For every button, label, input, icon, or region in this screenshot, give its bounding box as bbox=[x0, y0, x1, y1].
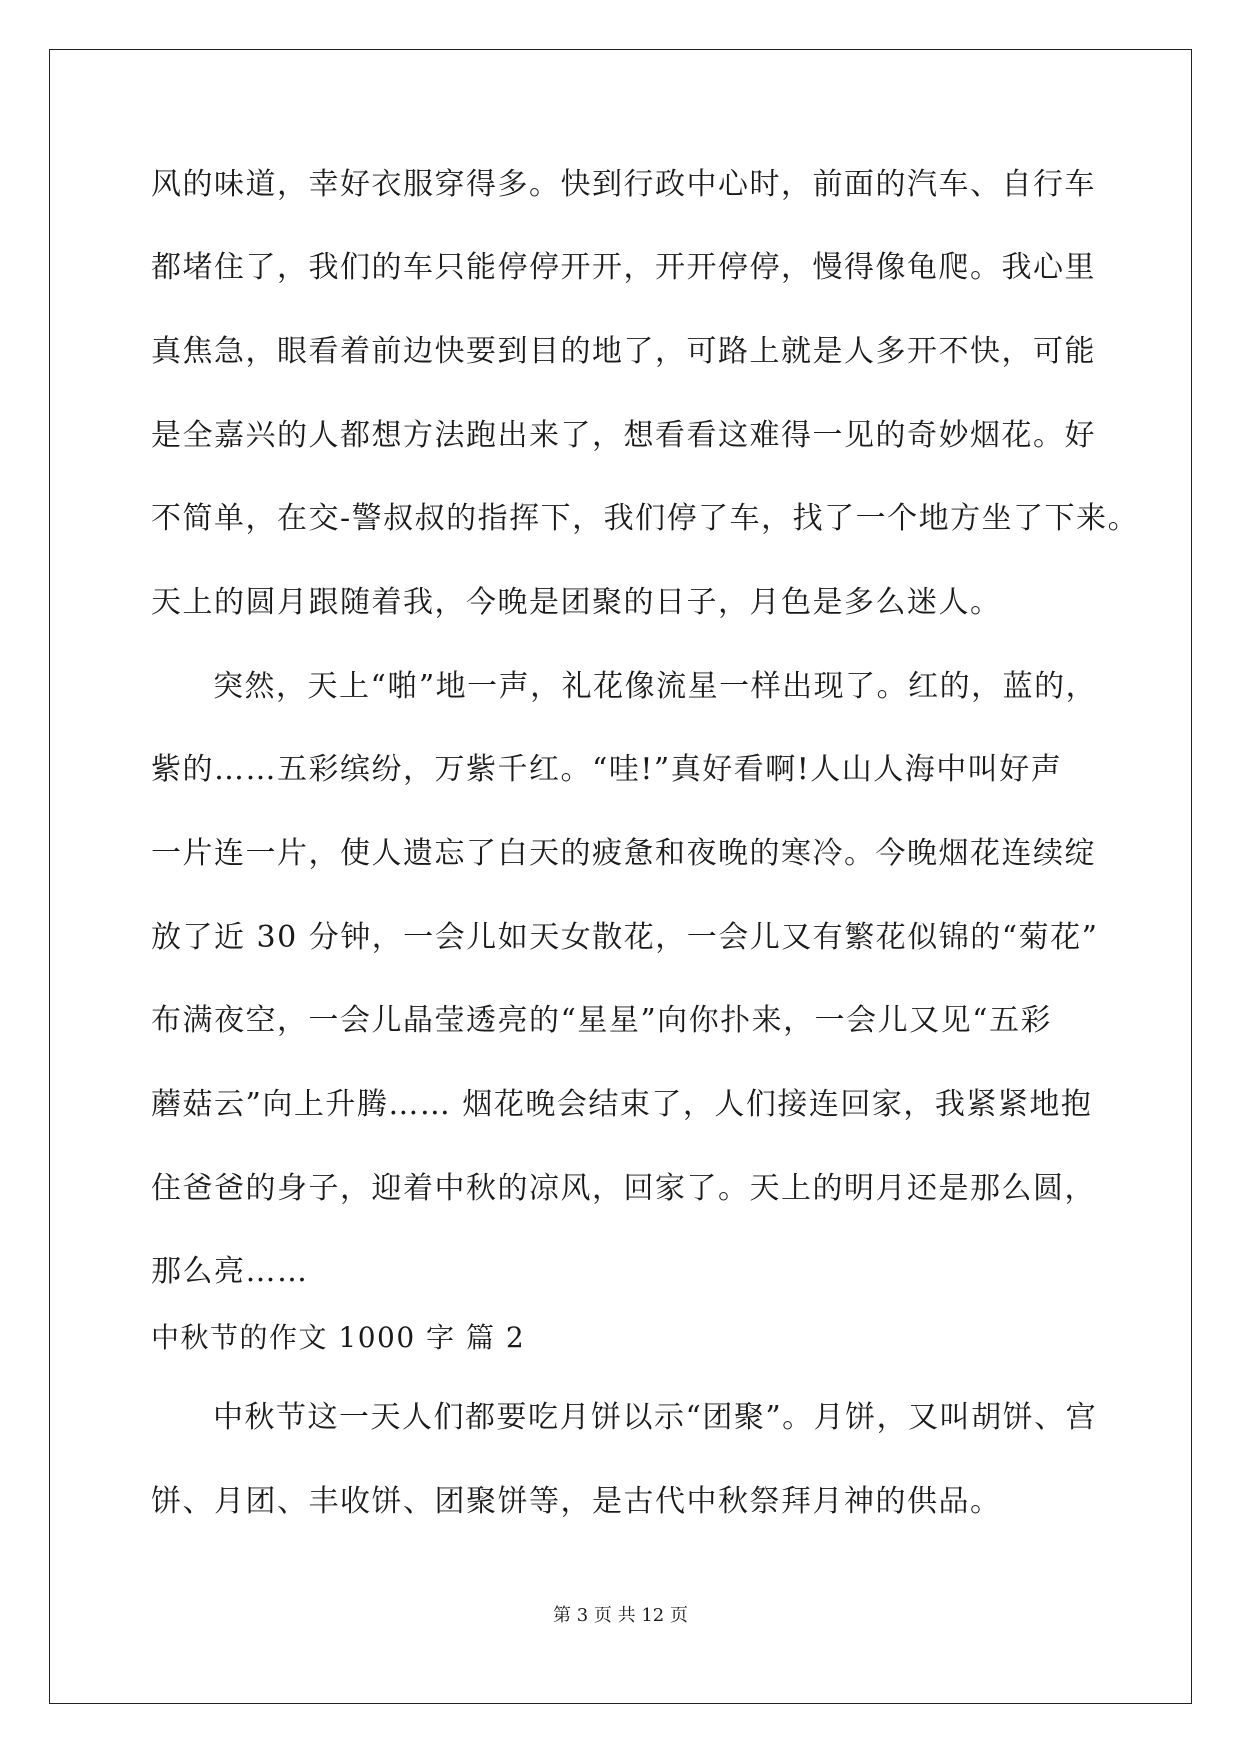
paragraph-line: 真焦急，眼看着前边快要到目的地了，可路上就是人多开不快，可能 bbox=[151, 334, 1096, 369]
paragraph-line: 饼、月团、丰收饼、团聚饼等，是古代中秋祭拜月神的供品。 bbox=[151, 1484, 1002, 1519]
paragraph-line: 中秋节这一天人们都要吃月饼以示“团聚”。月饼，又叫胡饼、宫 bbox=[213, 1400, 1098, 1435]
paragraph-line: 布满夜空，一会儿晶莹透亮的“星星”向你扑来，一会儿又见“五彩 bbox=[151, 1003, 1053, 1038]
section-heading: 中秋节的作文 1000 字 篇 2 bbox=[151, 1321, 526, 1354]
paragraph-line: 突然，天上“啪”地一声，礼花像流星一样出现了。红的，蓝的， bbox=[213, 669, 1098, 704]
paragraph-line: 是全嘉兴的人都想方法跑出来了，想看看这难得一见的奇妙烟花。好 bbox=[151, 418, 1096, 453]
paragraph-line: 一片连一片，使人遗忘了白天的疲惫和夜晚的寒冷。今晚烟花连续绽 bbox=[151, 836, 1096, 871]
page-border bbox=[49, 49, 1192, 1704]
paragraph-line: 紫的……五彩缤纷，万紫千红。“哇!”真好看啊!人山人海中叫好声 bbox=[151, 752, 1063, 787]
paragraph-line: 放了近 30 分钟，一会儿如天女散花，一会儿又有繁花似锦的“菊花” bbox=[151, 920, 1099, 955]
paragraph-line: 风的味道，幸好衣服穿得多。快到行政中心时，前面的汽车、自行车 bbox=[151, 167, 1096, 202]
paragraph-line: 都堵住了，我们的车只能停停开开，开开停停，慢得像龟爬。我心里 bbox=[151, 250, 1096, 285]
page-number-footer: 第 3 页 共 12 页 bbox=[553, 1605, 688, 1626]
paragraph-line: 住爸爸的身子，迎着中秋的凉风，回家了。天上的明月还是那么圆， bbox=[151, 1171, 1096, 1206]
paragraph-line: 那么亮…… bbox=[151, 1254, 309, 1289]
paragraph-line: 天上的圆月跟随着我，今晚是团聚的日子，月色是多么迷人。 bbox=[151, 585, 1002, 620]
paragraph-line: 不简单，在交-警叔叔的指挥下，我们停了车，找了一个地方坐了下来。 bbox=[151, 501, 1140, 536]
paragraph-line: 蘑菇云”向上升腾…… 烟花晚会结束了，人们接连回家，我紧紧地抱 bbox=[151, 1087, 1093, 1122]
